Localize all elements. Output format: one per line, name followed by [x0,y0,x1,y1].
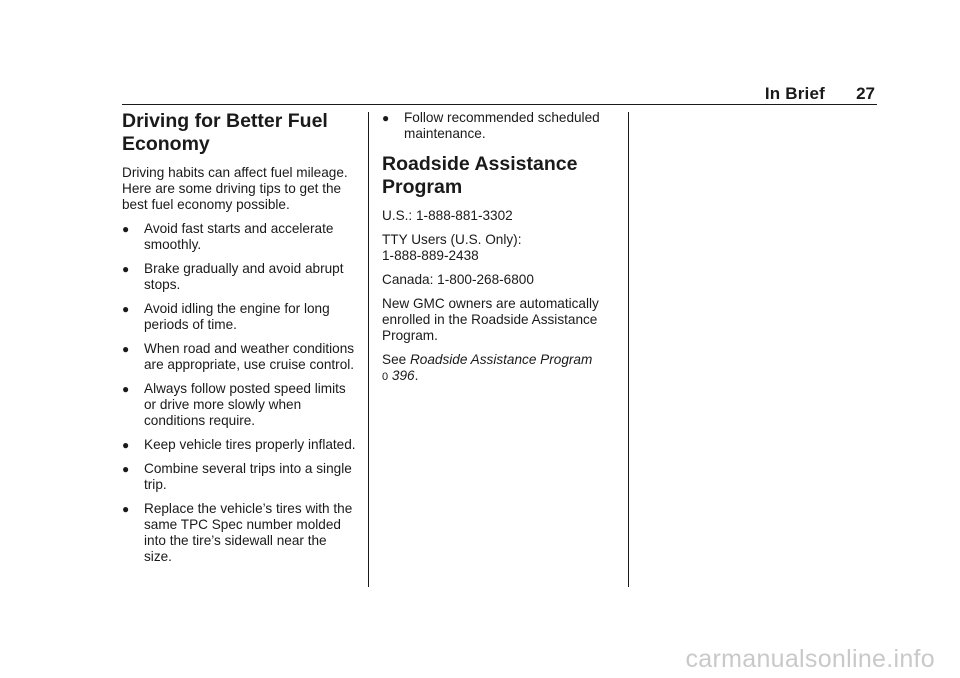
bullet-icon: ● [122,382,130,396]
reference-link[interactable]: Roadside Assistance Program [409,352,593,367]
bullet-icon: ● [122,502,130,516]
list-item-text: Avoid idling the engine for long periods of time. [144,301,330,332]
tty-block [382,232,620,264]
see-reference [382,352,620,385]
list-item-text: Avoid fast starts and accelerate smoothly. [144,221,334,252]
maintenance-list [382,110,620,142]
tty-phone: 1-888-889-2438 [382,248,479,263]
list-item [122,461,358,493]
list-item-text: Always follow posted speed limits or drive more slowly when conditions require. [144,381,346,428]
bullet-icon: ● [382,111,390,125]
column-roadside [382,110,620,393]
see-label: See [382,352,407,367]
list-item [122,501,358,565]
section-title: In Brief [764,84,825,103]
list-item-text: Follow recommended scheduled maintenance. [404,110,600,141]
bullet-icon: ● [122,222,130,236]
bullet-icon: ● [122,262,130,276]
tty-label: TTY Users (U.S. Only): [382,232,522,247]
bullet-icon: ● [122,302,130,316]
reference-period: . [414,368,419,383]
watermark: carmanualsonline.info [685,645,935,673]
enrollment-text: New GMC owners are automatically enrolled in the Roadside Assistance Program. [382,296,599,343]
list-item [122,261,358,293]
list-item-text: Keep vehicle tires properly inflated. [144,437,356,452]
canada-phone: Canada: 1-800-268-6800 [382,272,534,287]
list-item-text: When road and weather conditions are appropriate, use cruise control. [144,341,355,372]
list-item-text: Replace the vehicle’s tires with the same TPC Spec number molded into the tire’s sidewall near the size. [144,501,353,564]
bullet-icon: ● [122,342,130,356]
column-divider-right [628,112,629,587]
fuel-tips-list [122,221,358,565]
bullet-icon: ● [122,438,130,452]
list-item [122,341,358,373]
list-item [122,221,358,253]
page-number: 27 [856,84,875,103]
list-item [122,301,358,333]
list-item [382,110,620,142]
list-item-text: Combine several trips into a single trip. [144,461,352,492]
column-fuel-economy [122,110,358,573]
page-header [122,84,877,103]
bullet-icon: ● [122,462,130,476]
list-item-text: Brake gradually and avoid abrupt stops. [144,261,344,292]
header-divider [122,104,877,105]
us-phone: U.S.: 1-888-881-3302 [382,208,513,223]
reference-page[interactable]: 396 [391,368,415,383]
fuel-economy-intro: Driving habits can affect fuel mileage. Here are some driving tips to get the best fuel economy possible. [122,165,348,212]
page-ref-arrow-icon: 0 [382,371,389,383]
list-item [122,381,358,429]
column-divider-left [368,112,369,587]
fuel-economy-heading: Driving for Better Fuel Economy [122,110,328,155]
list-item [122,437,358,453]
roadside-heading: Roadside Assistance Program [382,153,578,198]
